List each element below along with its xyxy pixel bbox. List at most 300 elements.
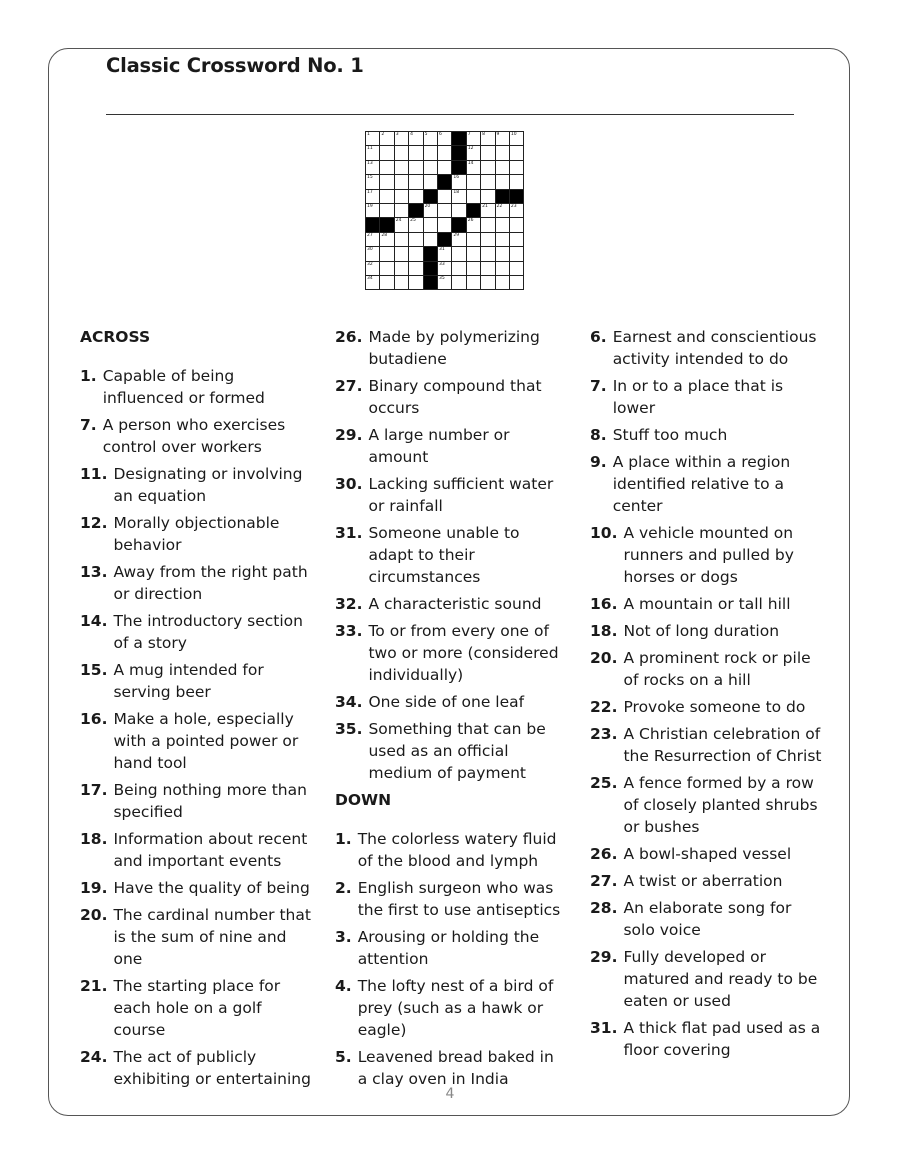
clue-text: Designating or involving an equation	[113, 465, 303, 505]
grid-cell[interactable]	[509, 203, 523, 217]
clue-number: 2.	[335, 879, 352, 897]
grid-cell[interactable]	[366, 247, 380, 261]
across-clue	[80, 463, 312, 507]
down-clue	[335, 877, 567, 921]
grid-cell[interactable]	[466, 261, 480, 275]
grid-cell[interactable]	[394, 232, 408, 246]
grid-cell[interactable]	[380, 146, 394, 160]
grid-cell[interactable]	[466, 175, 480, 189]
grid-cell-number: 33	[438, 261, 445, 267]
grid-cell[interactable]	[495, 247, 509, 261]
grid-cell-number: 19	[367, 203, 373, 209]
clue-number: 16.	[80, 710, 108, 728]
clue-text: Something that can be used as an official medium of payment	[368, 720, 546, 782]
grid-cell[interactable]	[452, 203, 466, 217]
grid-cell-number: 11	[367, 146, 373, 152]
clue-text: The act of publicly exhibiting or entertaining	[113, 1048, 311, 1088]
grid-cell[interactable]	[409, 189, 423, 203]
grid-cell[interactable]	[495, 175, 509, 189]
across-clue	[80, 1046, 312, 1090]
clue-text: A vehicle mounted on runners and pulled by horses or dogs	[623, 524, 794, 586]
across-clue	[80, 365, 312, 409]
down-clue	[590, 1017, 822, 1061]
grid-cell[interactable]	[366, 232, 380, 246]
clue-column-1	[80, 326, 312, 1095]
clue-number: 25.	[590, 774, 618, 792]
clue-text: The lofty nest of a bird of prey (such as a hawk or eagle)	[357, 977, 554, 1039]
across-clue	[335, 620, 567, 686]
clue-number: 16.	[590, 595, 618, 613]
grid-cell-number: 35	[438, 275, 445, 281]
grid-cell-black	[409, 203, 423, 217]
grid-cell[interactable]	[394, 189, 408, 203]
grid-cell-number: 3	[395, 132, 399, 137]
grid-cell[interactable]	[366, 189, 380, 203]
grid-cell-number: 30	[367, 247, 373, 253]
grid-row	[366, 132, 524, 146]
grid-cell-number: 7	[467, 132, 471, 137]
clue-text: The starting place for each hole on a golf course	[113, 977, 281, 1039]
grid-cell[interactable]	[437, 203, 451, 217]
grid-cell[interactable]	[495, 160, 509, 174]
clue-number: 29.	[590, 948, 618, 966]
grid-cell-number: 28	[381, 232, 388, 238]
grid-cell[interactable]	[423, 175, 437, 189]
grid-cell[interactable]	[366, 175, 380, 189]
down-clue	[590, 424, 822, 446]
grid-cell[interactable]	[481, 232, 495, 246]
down-clue	[590, 647, 822, 691]
across-clue	[80, 904, 312, 970]
grid-cell[interactable]	[466, 189, 480, 203]
grid-cell[interactable]	[423, 146, 437, 160]
grid-cell[interactable]	[466, 218, 480, 232]
across-clue	[335, 424, 567, 468]
across-clue	[80, 877, 312, 899]
clue-text: Earnest and conscientious activity intended to do	[612, 328, 817, 368]
grid-cell-black	[423, 261, 437, 275]
clue-number: 17.	[80, 781, 108, 799]
title-rule	[106, 114, 794, 115]
clue-number: 21.	[80, 977, 108, 995]
grid-cell[interactable]	[409, 175, 423, 189]
clue-number: 33.	[335, 622, 363, 640]
grid-cell[interactable]	[409, 275, 423, 289]
clue-text: A large number or amount	[368, 426, 510, 466]
grid-row	[366, 218, 524, 232]
grid-cell-number: 26	[467, 218, 474, 224]
grid-cell[interactable]	[509, 247, 523, 261]
grid-cell[interactable]	[466, 247, 480, 261]
grid-cell-number: 12	[467, 146, 474, 152]
grid-cell[interactable]	[423, 232, 437, 246]
across-clue	[335, 593, 567, 615]
clue-number: 1.	[335, 830, 352, 848]
grid-cell-number: 22	[496, 203, 503, 209]
clue-number: 19.	[80, 879, 108, 897]
across-heading: ACROSS	[80, 328, 151, 346]
grid-cell[interactable]	[437, 160, 451, 174]
grid-cell[interactable]	[437, 247, 451, 261]
grid-cell[interactable]	[394, 146, 408, 160]
clue-text: A mountain or tall hill	[623, 595, 791, 613]
across-clue	[335, 718, 567, 784]
grid-cell[interactable]	[509, 232, 523, 246]
grid-cell-black	[380, 218, 394, 232]
grid-cell[interactable]	[437, 275, 451, 289]
grid-row	[366, 175, 524, 189]
clue-text: Not of long duration	[623, 622, 780, 640]
clue-number: 7.	[590, 377, 607, 395]
grid-cell[interactable]	[509, 275, 523, 289]
grid-row	[366, 261, 524, 275]
clue-text: Made by polymerizing butadiene	[368, 328, 540, 368]
clue-text: Leavened bread baked in a clay oven in India	[357, 1048, 554, 1088]
grid-cell-number: 10	[510, 132, 517, 137]
grid-cell[interactable]	[380, 261, 394, 275]
grid-cell[interactable]	[437, 218, 451, 232]
clue-text: A thick flat pad used as a floor covering	[623, 1019, 821, 1059]
grid-cell-number: 21	[482, 203, 488, 209]
down-clue	[590, 946, 822, 1012]
down-heading: DOWN	[335, 791, 392, 809]
grid-cell-number: 24	[395, 218, 402, 224]
grid-cell[interactable]	[495, 218, 509, 232]
grid-cell[interactable]	[437, 261, 451, 275]
clue-text: A fence formed by a row of closely planted shrubs or bushes	[623, 774, 818, 836]
clue-number: 35.	[335, 720, 363, 738]
across-clue	[80, 975, 312, 1041]
clue-number: 11.	[80, 465, 108, 483]
clue-number: 28.	[590, 899, 618, 917]
down-clue	[590, 772, 822, 838]
grid-cell-number: 31	[438, 247, 445, 253]
clue-number: 12.	[80, 514, 108, 532]
grid-cell[interactable]	[423, 160, 437, 174]
grid-cell[interactable]	[509, 132, 523, 146]
clue-number: 8.	[590, 426, 607, 444]
across-clue	[80, 561, 312, 605]
grid-cell-black	[423, 189, 437, 203]
down-clue	[335, 975, 567, 1041]
grid-cell-black	[509, 189, 523, 203]
down-clue	[590, 593, 822, 615]
grid-cell[interactable]	[495, 275, 509, 289]
grid-cell[interactable]	[409, 261, 423, 275]
clue-text: Morally objectionable behavior	[113, 514, 280, 554]
grid-cell[interactable]	[437, 189, 451, 203]
grid-cell[interactable]	[452, 247, 466, 261]
clue-number: 15.	[80, 661, 108, 679]
across-clue	[80, 828, 312, 872]
clue-number: 23.	[590, 725, 618, 743]
grid-cell[interactable]	[394, 275, 408, 289]
clue-text: A person who exercises control over workers	[102, 416, 286, 456]
clue-number: 18.	[80, 830, 108, 848]
clue-number: 26.	[335, 328, 363, 346]
grid-cell[interactable]	[452, 261, 466, 275]
grid-cell-number: 4	[410, 132, 414, 137]
grid-row	[366, 275, 524, 289]
clue-text: To or from every one of two or more (considered individually)	[368, 622, 559, 684]
clue-number: 3.	[335, 928, 352, 946]
down-clue	[590, 522, 822, 588]
clue-number: 22.	[590, 698, 618, 716]
grid-row	[366, 189, 524, 203]
grid-cell[interactable]	[495, 232, 509, 246]
grid-cell-number: 17	[367, 189, 373, 195]
grid-cell[interactable]	[481, 218, 495, 232]
grid-cell[interactable]	[380, 232, 394, 246]
grid-cell[interactable]	[409, 218, 423, 232]
grid-cell[interactable]	[394, 160, 408, 174]
grid-cell[interactable]	[409, 132, 423, 146]
grid-cell[interactable]	[509, 218, 523, 232]
grid-cell-black	[452, 146, 466, 160]
grid-cell[interactable]	[394, 132, 408, 146]
grid-cell[interactable]	[380, 203, 394, 217]
grid-row	[366, 160, 524, 174]
down-clue	[590, 375, 822, 419]
grid-cell-number: 2	[381, 132, 385, 137]
clue-number: 9.	[590, 453, 607, 471]
grid-cell[interactable]	[394, 203, 408, 217]
clue-number: 31.	[335, 524, 363, 542]
grid-cell-black	[423, 275, 437, 289]
grid-cell-black	[423, 247, 437, 261]
across-clue	[335, 375, 567, 419]
clue-text: A mug intended for serving beer	[113, 661, 264, 701]
grid-cell-number: 23	[510, 203, 517, 209]
clue-text: The colorless watery fluid of the blood and lymph	[357, 830, 557, 870]
clue-number: 26.	[590, 845, 618, 863]
grid-cell[interactable]	[509, 261, 523, 275]
grid-cell[interactable]	[380, 132, 394, 146]
grid-cell-black	[452, 218, 466, 232]
grid-cell[interactable]	[495, 146, 509, 160]
clue-number: 5.	[335, 1048, 352, 1066]
grid-cell-number: 1	[367, 132, 370, 137]
grid-cell-black	[452, 132, 466, 146]
down-clue	[590, 897, 822, 941]
grid-cell[interactable]	[423, 132, 437, 146]
grid-cell[interactable]	[366, 160, 380, 174]
grid-cell[interactable]	[481, 247, 495, 261]
grid-cell-black	[437, 175, 451, 189]
grid-cell[interactable]	[394, 218, 408, 232]
grid-cell[interactable]	[380, 175, 394, 189]
grid-cell[interactable]	[409, 160, 423, 174]
grid-cell[interactable]	[509, 146, 523, 160]
clue-number: 13.	[80, 563, 108, 581]
grid-cell[interactable]	[423, 203, 437, 217]
grid-cell[interactable]	[366, 261, 380, 275]
across-clue	[80, 414, 312, 458]
grid-cell-number: 13	[367, 160, 373, 166]
grid-cell-number: 9	[496, 132, 500, 137]
page-title: Classic Crossword No. 1	[106, 54, 364, 77]
grid-cell[interactable]	[481, 275, 495, 289]
clue-column-3	[590, 326, 822, 1066]
clue-column-2	[335, 326, 567, 1095]
clue-text: English surgeon who was the first to use antiseptics	[357, 879, 561, 919]
across-clue	[80, 708, 312, 774]
grid-cell[interactable]	[380, 247, 394, 261]
grid-cell[interactable]	[394, 247, 408, 261]
clue-number: 20.	[80, 906, 108, 924]
grid-cell[interactable]	[452, 232, 466, 246]
clue-text: An elaborate song for solo voice	[623, 899, 792, 939]
clue-text: Information about recent and important events	[113, 830, 308, 870]
grid-row	[366, 146, 524, 160]
grid-cell[interactable]	[495, 132, 509, 146]
clue-text: Arousing or holding the attention	[357, 928, 540, 968]
grid-cell-black	[452, 160, 466, 174]
grid-cell[interactable]	[366, 132, 380, 146]
clue-text: Fully developed or matured and ready to be eaten or used	[623, 948, 818, 1010]
grid-cell[interactable]	[495, 261, 509, 275]
grid-cell[interactable]	[380, 189, 394, 203]
grid-cell-black	[366, 218, 380, 232]
across-clue	[335, 473, 567, 517]
clue-number: 27.	[590, 872, 618, 890]
down-clue	[335, 926, 567, 970]
grid-cell-number: 6	[438, 132, 442, 137]
grid-cell-number: 14	[467, 160, 474, 166]
down-clue	[590, 870, 822, 892]
clue-number: 29.	[335, 426, 363, 444]
clue-text: A twist or aberration	[623, 872, 783, 890]
grid-cell-number: 5	[424, 132, 428, 137]
grid-cell[interactable]	[423, 218, 437, 232]
grid-cell[interactable]	[409, 146, 423, 160]
grid-cell-black	[437, 232, 451, 246]
crossword-grid	[365, 131, 524, 290]
grid-cell[interactable]	[452, 275, 466, 289]
grid-cell[interactable]	[380, 160, 394, 174]
grid-cell[interactable]	[437, 146, 451, 160]
grid-cell[interactable]	[466, 132, 480, 146]
clue-number: 31.	[590, 1019, 618, 1037]
grid-cell-number: 20	[424, 203, 431, 209]
clue-text: One side of one leaf	[368, 693, 525, 711]
clue-text: A place within a region identified relative to a center	[612, 453, 791, 515]
grid-cell[interactable]	[366, 275, 380, 289]
grid-cell[interactable]	[437, 132, 451, 146]
grid-cell[interactable]	[481, 146, 495, 160]
grid-cell[interactable]	[509, 160, 523, 174]
across-clue	[335, 326, 567, 370]
clue-text: Someone unable to adapt to their circumstances	[368, 524, 520, 586]
grid-cell[interactable]	[409, 247, 423, 261]
clue-number: 32.	[335, 595, 363, 613]
across-clue	[80, 779, 312, 823]
clue-text: A bowl-shaped vessel	[623, 845, 792, 863]
clue-text: Binary compound that occurs	[368, 377, 542, 417]
clue-text: Make a hole, especially with a pointed power or hand tool	[113, 710, 299, 772]
page-number: 4	[445, 1086, 455, 1102]
grid-cell-number: 18	[453, 189, 460, 195]
grid-cell[interactable]	[481, 160, 495, 174]
grid-cell[interactable]	[394, 175, 408, 189]
grid-cell-number: 32	[367, 261, 373, 267]
down-clue	[335, 828, 567, 872]
clue-number: 10.	[590, 524, 618, 542]
grid-cell[interactable]	[452, 175, 466, 189]
clue-number: 27.	[335, 377, 363, 395]
clue-number: 18.	[590, 622, 618, 640]
grid-cell[interactable]	[466, 232, 480, 246]
grid-cell[interactable]	[481, 261, 495, 275]
clue-number: 1.	[80, 367, 97, 385]
clue-text: In or to a place that is lower	[612, 377, 784, 417]
clue-number: 30.	[335, 475, 363, 493]
clue-text: Have the quality of being	[113, 879, 310, 897]
grid-cell[interactable]	[380, 275, 394, 289]
grid-cell-black	[466, 203, 480, 217]
down-clue	[590, 843, 822, 865]
grid-cell-number: 25	[410, 218, 416, 224]
grid-cell[interactable]	[509, 175, 523, 189]
clue-number: 4.	[335, 977, 352, 995]
across-clue	[335, 522, 567, 588]
grid-cell[interactable]	[466, 146, 480, 160]
across-clue	[335, 691, 567, 713]
down-clue	[590, 723, 822, 767]
across-clue	[80, 659, 312, 703]
grid-cell-number: 8	[482, 132, 485, 137]
clue-text: Away from the right path or direction	[113, 563, 308, 603]
grid-row	[366, 203, 524, 217]
grid-cell-number: 34	[367, 275, 373, 281]
grid-row	[366, 232, 524, 246]
clue-text: A Christian celebration of the Resurrection of Christ	[623, 725, 822, 765]
clue-text: The cardinal number that is the sum of nine and one	[113, 906, 311, 968]
clue-text: Being nothing more than specified	[113, 781, 307, 821]
clue-text: Stuff too much	[612, 426, 728, 444]
grid-cell[interactable]	[366, 203, 380, 217]
grid-cell[interactable]	[481, 132, 495, 146]
down-clue	[590, 451, 822, 517]
clue-text: Provoke someone to do	[623, 698, 806, 716]
clue-number: 34.	[335, 693, 363, 711]
grid-row	[366, 247, 524, 261]
clue-number: 6.	[590, 328, 607, 346]
grid-cell[interactable]	[409, 232, 423, 246]
clue-text: The introductory section of a story	[113, 612, 303, 652]
clue-text: A characteristic sound	[368, 595, 542, 613]
grid-cell[interactable]	[481, 189, 495, 203]
grid-cell-number: 16	[453, 175, 460, 181]
clue-number: 20.	[590, 649, 618, 667]
across-clue	[80, 610, 312, 654]
down-clue	[590, 696, 822, 718]
across-clue	[80, 512, 312, 556]
grid-cell[interactable]	[466, 160, 480, 174]
grid-cell-number: 29	[453, 232, 460, 238]
grid-cell-number: 15	[367, 175, 373, 181]
clue-number: 14.	[80, 612, 108, 630]
grid-cell[interactable]	[495, 203, 509, 217]
grid-cell-number: 27	[367, 232, 373, 238]
grid-cell[interactable]	[452, 189, 466, 203]
grid-cell[interactable]	[366, 146, 380, 160]
grid-cell[interactable]	[394, 261, 408, 275]
grid-cell[interactable]	[481, 203, 495, 217]
grid-cell[interactable]	[481, 175, 495, 189]
grid-cell[interactable]	[466, 275, 480, 289]
grid-cell-black	[495, 189, 509, 203]
